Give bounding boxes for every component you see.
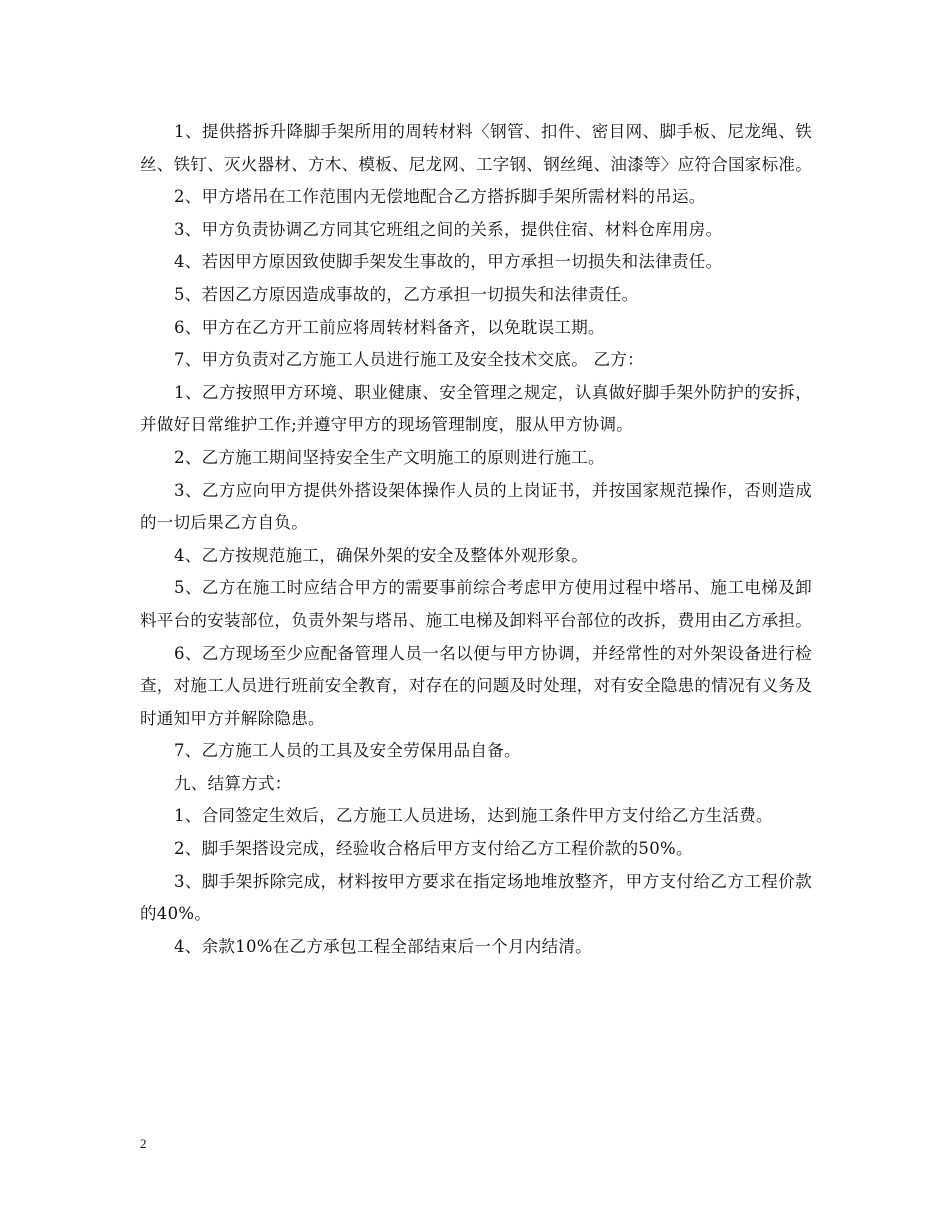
paragraph: 7、甲方负责对乙方施工人员进行施工及安全技术交底。 乙方： — [174, 350, 644, 370]
paragraph: 3、甲方负责协调乙方同其它班组之间的关系，提供住宿、材料仓库用房。 — [174, 219, 723, 239]
section-heading: 九、结算方式： — [174, 773, 292, 793]
paragraph: 6、甲方在乙方开工前应将周转材料备齐，以免耽误工期。 — [174, 317, 605, 337]
paragraph: 3、乙方应向甲方提供外搭设架体操作人员的上岗证书，并按国家规范操作，否则造成的一切后果乙方自负。 — [140, 480, 812, 533]
paragraph: 4、余款10%在乙方承包工程全部结束后一个月内结清。 — [174, 936, 592, 956]
paragraph: 4、乙方按规范施工，确保外架的安全及整体外观形象。 — [174, 545, 588, 565]
paragraph: 1、提供搭拆升降脚手架所用的周转材料〈钢管、扣件、密目网、脚手板、尼龙绳、铁丝、铁钉、灭火器材、方木、模板、尼龙网、工字钢、钢丝绳、油漆等〉应符合国家标准。 — [140, 122, 812, 174]
paragraph: 4、若因甲方原因致使脚手架发生事故的，甲方承担一切损失和法律责任。 — [174, 252, 723, 272]
paragraph: 5、若因乙方原因造成事故的，乙方承担一切损失和法律责任。 — [174, 284, 639, 304]
paragraph: 7、乙方施工人员的工具及安全劳保用品自备。 — [174, 741, 521, 761]
paragraph: 5、乙方在施工时应结合甲方的需要事前综合考虑甲方使用过程中塔吊、施工电梯及卸料平台的安装部位，负责外架与塔吊、施工电梯及卸料平台部位的改拆，费用由乙方承担。 — [140, 578, 812, 630]
paragraph: 2、乙方施工期间坚持安全生产文明施工的原则进行施工。 — [174, 447, 605, 467]
paragraph: 1、乙方按照甲方环境、职业健康、安全管理之规定，认真做好脚手架外防护的安拆，并做好日常维护工作;并遵守甲方的现场管理制度，服从甲方协调。 — [140, 382, 812, 435]
page-number: 2 — [140, 1136, 147, 1151]
paragraph: 2、甲方塔吊在工作范围内无偿地配合乙方搭拆脚手架所需材料的吊运。 — [174, 187, 706, 207]
paragraph: 1、合同签定生效后，乙方施工人员进场，达到施工条件甲方支付给乙方生活费。 — [174, 806, 773, 826]
paragraph: 6、乙方现场至少应配备管理人员一名以便与甲方协调，并经常性的对外架设备进行检查，对施工人员进行班前安全教育，对存在的问题及时处理，对有安全隐患的情况有义务及时通知甲方并解除隐患。 — [140, 643, 812, 728]
paragraph: 3、脚手架拆除完成，材料按甲方要求在指定场地堆放整齐，甲方支付给乙方工程价款的40%。 — [140, 871, 812, 924]
paragraph: 2、脚手架搭设完成，经验收合格后甲方支付给乙方工程价款的50%。 — [174, 839, 693, 859]
document-body — [140, 116, 812, 963]
